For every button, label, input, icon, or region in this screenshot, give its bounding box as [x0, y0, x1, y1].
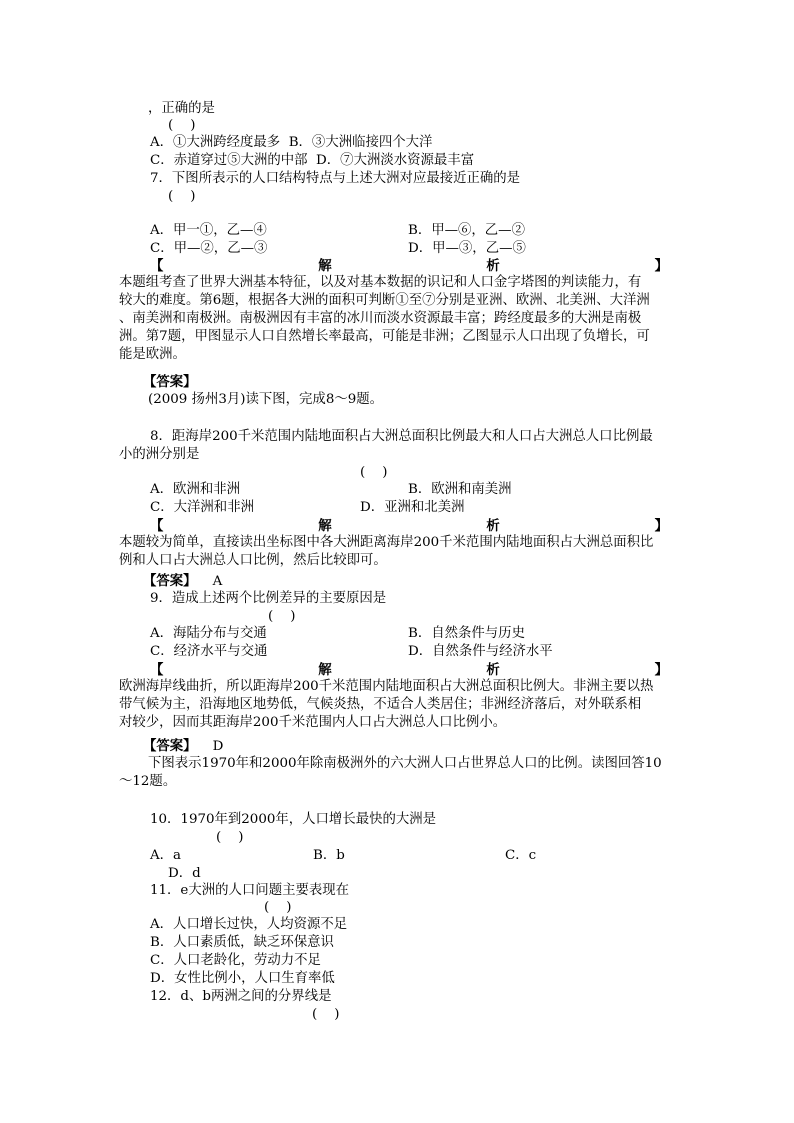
q6-options-cd: C．赤道穿过⑤大洲的中部 D．⑦大洲淡水资源最丰富 — [150, 153, 475, 168]
q8-option-d: D．亚洲和北美洲 — [360, 500, 465, 515]
q10-stem: 10．1970年到2000年，人口增长最快的大洲是 — [150, 812, 437, 827]
q11-stem: 11．e大洲的人口问题主要表现在 — [150, 883, 350, 898]
q9-option-a: A．海陆分布与交通 — [150, 626, 267, 641]
answer-label: 【答案】 — [143, 573, 197, 589]
q7-option-c: C．甲—②，乙—③ — [150, 241, 268, 256]
q7-answer-paren: ( ) — [168, 189, 196, 204]
q11-option-c: C．人口老龄化，劳动力不足 — [150, 953, 321, 968]
q12-answer-paren: ( ) — [312, 1007, 340, 1022]
jiexi-close-bracket: 】 — [654, 258, 668, 274]
jiexi-char-xi: 析 — [486, 258, 500, 274]
answer-8 — [143, 572, 222, 591]
answer-label: 【答案】 — [143, 738, 197, 754]
q7-option-d: D．甲—③，乙—⑤ — [408, 241, 526, 256]
q6-answer-paren: ( ) — [168, 118, 196, 133]
jiexi-close-bracket: 】 — [654, 518, 668, 534]
q6-options-ab: A．①大洲跨经度最多 B．③大洲临接四个大洋 — [150, 135, 433, 150]
q7-option-a: A．甲一①，乙—④ — [150, 223, 267, 238]
jiexi-header-1 — [150, 257, 668, 275]
explanation-1-line: 洲。第7题，甲图显示人口自然增长率最高，可能是非洲；乙图显示人口出现了负增长，可 — [119, 329, 650, 344]
q11-answer-paren: ( ) — [264, 900, 292, 915]
intro-questions-10-12-line: 下图表示1970年和2000年除南极洲外的六大洲人口占世界总人口的比例。读图回答10 — [148, 756, 662, 771]
answer-label-6-7: 【答案】 — [143, 374, 197, 390]
explanation-1-line: 较大的难度。第6题，根据各大洲的面积可判断①至⑦分别是亚洲、欧洲、北美洲、大洋洲 — [119, 293, 650, 308]
q10-answer-paren: ( ) — [216, 830, 244, 845]
jiexi-close-bracket: 】 — [654, 662, 668, 678]
answer-9 — [143, 737, 223, 756]
q8-option-a: A．欧洲和非洲 — [150, 482, 241, 497]
explanation-3-line: 欧洲海岸线曲折，所以距海岸200千米范围内陆地面积占大洲总面积比例大。非洲主要以热 — [119, 679, 654, 694]
jiexi-header-2 — [150, 517, 668, 535]
jiexi-char-jie: 解 — [318, 518, 332, 534]
q10-option-a: A．a — [150, 848, 182, 863]
q8-option-c: C．大洋洲和非洲 — [150, 500, 254, 515]
q7-option-b: B．甲—⑥，乙—② — [408, 223, 525, 238]
q8-option-b: B．欧洲和南美洲 — [408, 482, 512, 497]
q8-stem-line: 小的洲分别是 — [119, 447, 200, 462]
q9-answer-paren: ( ) — [268, 609, 296, 624]
jiexi-char-jie: 解 — [318, 662, 332, 678]
q9-option-b: B．自然条件与历史 — [408, 626, 525, 641]
intro-questions-8-9: (2009 扬州3月)读下图，完成8～9题。 — [148, 392, 384, 407]
jiexi-char-xi: 析 — [486, 518, 500, 534]
q10-option-c: C．c — [505, 848, 537, 863]
q9-option-d: D．自然条件与经济水平 — [408, 644, 553, 659]
explanation-1-line: 能是欧洲。 — [119, 347, 186, 362]
q11-option-b: B．人口素质低，缺乏环保意识 — [150, 935, 334, 950]
explanation-3-line: 对较少，因而其距海岸200千米范围内人口占大洲总人口比例小。 — [119, 715, 507, 730]
q10-option-d: D．d — [168, 866, 201, 881]
q11-option-a: A．人口增长过快，人均资源不足 — [150, 917, 348, 932]
jiexi-open-bracket: 【 — [150, 258, 164, 274]
explanation-1-line: 、南美洲和南极洲。南极洲因有丰富的冰川而淡水资源最丰富；跨经度最多的大洲是南极 — [119, 311, 642, 326]
jiexi-open-bracket: 【 — [150, 518, 164, 534]
intro-questions-10-12-line: ～12题。 — [119, 774, 177, 789]
answer-value: A — [212, 574, 223, 589]
q8-answer-paren: ( ) — [360, 465, 388, 480]
explanation-1-line: 本题组考查了世界大洲基本特征，以及对基本数据的识记和人口金字塔图的判读能力，有 — [119, 275, 642, 290]
explanation-3-line: 带气候为主，沿海地区地势低，气候炎热，不适合人类居住；非洲经济落后，对外联系相 — [119, 697, 642, 712]
q9-stem: 9．造成上述两个比例差异的主要原因是 — [150, 591, 387, 606]
explanation-2-line: 本题较为简单，直接读出坐标图中各大洲距离海岸200千米范围内陆地面积占大洲总面积比 — [119, 535, 654, 550]
q7-stem: 7．下图所表示的人口结构特点与上述大洲对应最接近正确的是 — [150, 171, 521, 186]
answer-value: D — [212, 739, 224, 754]
jiexi-header-3 — [150, 661, 668, 679]
q9-option-c: C．经济水平与交通 — [150, 644, 268, 659]
q8-stem-line: 8．距海岸200千米范围内陆地面积占大洲总面积比例最大和人口占大洲总人口比例最 — [150, 429, 653, 444]
jiexi-open-bracket: 【 — [150, 662, 164, 678]
q6-stem-tail: ，正确的是 — [148, 101, 215, 116]
q12-stem: 12．d、b两洲之间的分界线是 — [150, 989, 332, 1004]
jiexi-char-jie: 解 — [318, 258, 332, 274]
q11-option-d: D．女性比例小，人口生育率低 — [150, 971, 335, 986]
q10-option-b: B．b — [313, 848, 345, 863]
explanation-2-line: 例和人口占大洲总人口比例，然后比较即可。 — [119, 553, 387, 568]
jiexi-char-xi: 析 — [486, 662, 500, 678]
